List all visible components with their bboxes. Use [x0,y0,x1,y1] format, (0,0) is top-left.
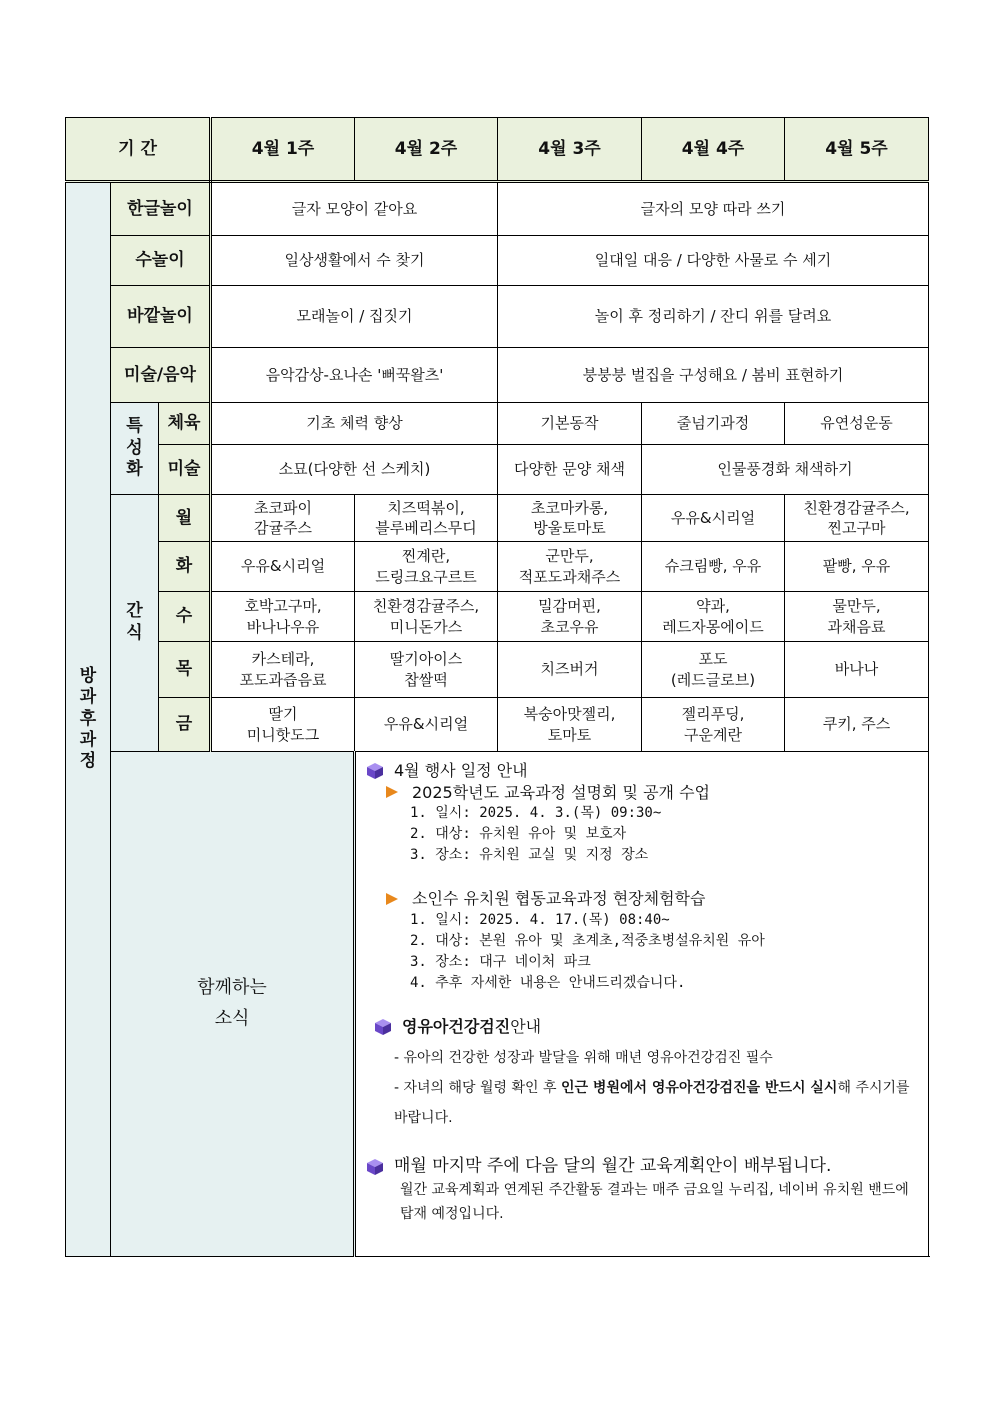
monthly-section-title: 매월 마지막 주에 다음 달의 월간 교육계획안이 배부됩니다. [366,1155,922,1178]
triangle-bullet-icon [386,893,398,905]
snack-day-label: 목 [159,642,211,698]
week-1-header: 4월 1주 [211,118,355,182]
news-row [66,752,929,1257]
weekly-plan-table [65,117,929,1257]
snack-cell: 호박고구마, 바나나우유 [211,592,355,642]
special-label: 특성화 [111,403,159,495]
news-content [355,752,929,1257]
snack-day-label: 수 [159,592,211,642]
special-pe-week3: 기본동작 [498,403,642,445]
monthly-para1: 월간 교육계획과 연계된 주간활동 결과는 매주 금요일 누리집, 네이버 유치원 밴드에 [400,1182,909,1199]
special-pe-week4: 줄넘기과정 [642,403,785,445]
snack-row-thu [66,642,929,698]
monthly-para2: 탑재 예정입니다. [400,1206,504,1223]
special-row-art [66,445,929,495]
snack-cell: 우유&시리얼 [211,542,355,592]
activity-label: 한글놀이 [111,182,211,236]
health-section-title: 영유아건강검진 안내 [374,1016,922,1038]
event1-title: 2025학년도 교육과정 설명회 및 공개 수업 [386,782,922,804]
snack-day-label: 월 [159,495,211,542]
activity-week12: 음악감상-요나손 '뻐꾹왈츠' [211,348,498,403]
afterschool-label: 방과후 과정 [66,182,111,1257]
snack-cell: 바나나 [785,642,929,698]
special-art-label: 미술 [159,445,211,495]
special-art-week3: 다양한 문양 채색 [498,445,642,495]
event1-line: 1. 일시: 2025. 4. 3.(목) 09:30~ [410,805,662,822]
snack-cell: 팥빵, 우유 [785,542,929,592]
activity-week12: 일상생활에서 수 찾기 [211,236,498,286]
cube-bullet-icon [366,762,384,780]
week-5-header: 4월 5주 [785,118,929,182]
health-line2: - 자녀의 해당 월령 확인 후 인근 병원에서 영유아건강검진을 반드시 실시해 주시기를 바랍니다. [394,1080,910,1127]
snack-cell: 젤리푸딩, 구운계란 [642,698,785,752]
snack-cell: 쿠키, 주스 [785,698,929,752]
snack-day-label: 금 [159,698,211,752]
triangle-bullet-icon [386,786,398,798]
snack-day-label: 화 [159,542,211,592]
news-label-line2: 소식 [214,1008,250,1029]
snack-cell: 우유&시리얼 [642,495,785,542]
snack-cell: 초코마카롱, 방울토마토 [498,495,642,542]
activity-week345: 글자의 모양 따라 쓰기 [498,182,929,236]
snack-cell: 치즈떡볶이, 블루베리스무디 [355,495,498,542]
special-pe-label: 체육 [159,403,211,445]
snack-row-tue [66,542,929,592]
news-label [111,752,355,1257]
snack-cell: 약과, 레드자몽에이드 [642,592,785,642]
snack-cell: 군만두, 적포도과채주스 [498,542,642,592]
event2-line: 2. 대상: 본원 유아 및 초계초,적중초병설유치원 유아 [410,932,765,949]
events-section-title: 4월 행사 일정 안내 [366,760,922,782]
cube-bullet-icon [374,1018,392,1036]
activity-row-hangul [66,182,929,236]
news-label-line1: 함께하는 [197,977,267,999]
snack-cell: 복숭아맛젤리, 토마토 [498,698,642,752]
snack-cell: 딸기아이스 찹쌀떡 [355,642,498,698]
snack-row-mon [66,495,929,542]
week-4-header: 4월 4주 [642,118,785,182]
snack-cell: 찐계란, 드링크요구르트 [355,542,498,592]
event1-line: 3. 장소: 유치원 교실 및 지정 장소 [410,847,649,864]
activity-label: 바깥놀이 [111,286,211,348]
activity-row-art-music [66,348,929,403]
snack-cell: 카스테라, 포도과즙음료 [211,642,355,698]
health-line1: - 유아의 건강한 성장과 발달을 위해 매년 영유아건강검진 필수 [394,1050,773,1067]
snack-row-wed [66,592,929,642]
activity-week345: 붕붕붕 벌집을 구성해요 / 봄비 표현하기 [498,348,929,403]
snack-cell: 초코파이 감귤주스 [211,495,355,542]
snack-cell: 물만두, 과채음료 [785,592,929,642]
week-2-header: 4월 2주 [355,118,498,182]
special-row-pe [66,403,929,445]
snack-cell: 슈크림빵, 우유 [642,542,785,592]
snack-cell: 포도 (레드글로브) [642,642,785,698]
special-art-week12: 소묘(다양한 선 스케치) [211,445,498,495]
snack-cell: 친환경감귤주스, 찐고구마 [785,495,929,542]
event2-line: 1. 일시: 2025. 4. 17.(목) 08:40~ [410,911,670,928]
event2-line: 4. 추후 자세한 내용은 안내드리겠습니다. [410,974,686,991]
event1-line: 2. 대상: 유치원 유아 및 보호자 [410,826,627,843]
event2-line: 3. 장소: 대구 네이처 파크 [410,953,591,970]
special-art-week45: 인물풍경화 채색하기 [642,445,929,495]
activity-week345: 일대일 대응 / 다양한 사물로 수 세기 [498,236,929,286]
activity-row-math [66,236,929,286]
activity-label: 수놀이 [111,236,211,286]
special-pe-week12: 기초 체력 향상 [211,403,498,445]
activity-week345: 놀이 후 정리하기 / 잔디 위를 달려요 [498,286,929,348]
header-row [66,118,929,182]
activity-row-outdoor [66,286,929,348]
period-header: 기 간 [66,118,211,182]
snack-row-fri [66,698,929,752]
cube-bullet-icon [366,1158,384,1176]
special-pe-week5: 유연성운동 [785,403,929,445]
snack-label: 간식 [111,495,159,752]
event2-title: 소인수 유치원 협동교육과정 현장체험학습 [386,888,922,910]
activity-week12: 글자 모양이 같아요 [211,182,498,236]
activity-label: 미술/음악 [111,348,211,403]
snack-cell: 밀감머핀, 초코우유 [498,592,642,642]
snack-cell: 우유&시리얼 [355,698,498,752]
snack-cell: 딸기 미니핫도그 [211,698,355,752]
activity-week12: 모래놀이 / 집짓기 [211,286,498,348]
snack-cell: 치즈버거 [498,642,642,698]
snack-cell: 친환경감귤주스, 미니돈가스 [355,592,498,642]
week-3-header: 4월 3주 [498,118,642,182]
